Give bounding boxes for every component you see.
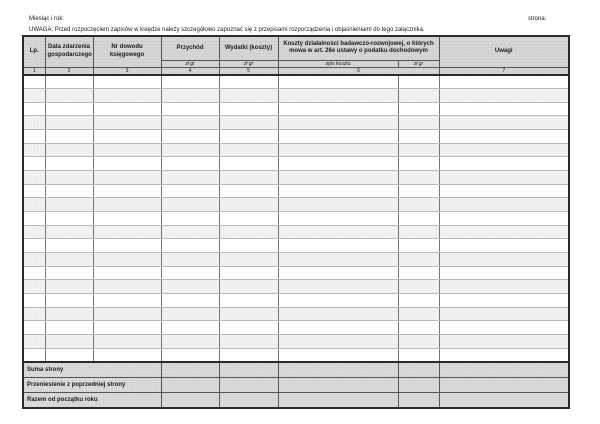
empty-cell-lp	[23, 143, 45, 157]
empty-cell-date	[45, 102, 93, 116]
empty-cell-income	[161, 253, 219, 267]
empty-cell-doc-no	[93, 102, 161, 116]
empty-cell-rd-cost-desc	[278, 89, 398, 103]
empty-cell-rd-amount	[398, 130, 439, 144]
subheader-rd-currency: zł gr	[398, 60, 439, 67]
empty-cell-lp	[23, 116, 45, 130]
notice-text: UWAGA: Przed rozpoczęciem zapisów w księdze należy szczegółowo zapoznać się z przepisami rozporządzenia i objaśnieniami do tego załącznika.	[29, 27, 425, 33]
empty-cell-date	[45, 294, 93, 308]
empty-cell-doc-no	[93, 130, 161, 144]
empty-cell-doc-no	[93, 75, 161, 89]
empty-cell-doc-no	[93, 143, 161, 157]
empty-cell-doc-no	[93, 266, 161, 280]
empty-cell-doc-no	[93, 225, 161, 239]
empty-cell-lp	[23, 239, 45, 253]
empty-cell-remarks	[439, 157, 569, 171]
empty-cell-remarks	[439, 184, 569, 198]
column-number-6: 6	[278, 67, 439, 75]
empty-cell-rd-amount	[398, 266, 439, 280]
empty-cell-expenses	[219, 171, 278, 185]
summary-cell-remarks	[439, 392, 569, 407]
empty-cell-expenses	[219, 266, 278, 280]
empty-cell-remarks	[439, 307, 569, 321]
empty-cell-remarks	[439, 75, 569, 89]
empty-cell-income	[161, 198, 219, 212]
empty-cell-rd-cost-desc	[278, 280, 398, 294]
empty-cell-doc-no	[93, 89, 161, 103]
empty-cell-rd-amount	[398, 184, 439, 198]
empty-cell-date	[45, 348, 93, 362]
empty-cell-date	[45, 130, 93, 144]
empty-cell-income	[161, 130, 219, 144]
empty-cell-income	[161, 266, 219, 280]
summary-cell-remarks	[439, 377, 569, 392]
empty-cell-rd-amount	[398, 89, 439, 103]
empty-cell-rd-amount	[398, 348, 439, 362]
empty-cell-rd-amount	[398, 157, 439, 171]
column-number-7: 7	[439, 67, 569, 75]
empty-cell-date	[45, 307, 93, 321]
empty-ledger-row	[23, 334, 569, 348]
empty-cell-income	[161, 116, 219, 130]
empty-ledger-row	[23, 89, 569, 103]
empty-ledger-row	[23, 171, 569, 185]
empty-cell-lp	[23, 280, 45, 294]
empty-cell-date	[45, 334, 93, 348]
summary-cell-rd-cost-desc	[278, 377, 398, 392]
empty-cell-lp	[23, 307, 45, 321]
header-numbers-row	[23, 67, 569, 75]
empty-cell-date	[45, 157, 93, 171]
empty-cell-expenses	[219, 307, 278, 321]
summary-cell-rd-amount	[398, 392, 439, 407]
col-header-expenses: Wydatki (koszty)	[219, 36, 278, 60]
empty-cell-remarks	[439, 102, 569, 116]
empty-cell-rd-cost-desc	[278, 212, 398, 226]
empty-cell-rd-amount	[398, 143, 439, 157]
empty-cell-expenses	[219, 143, 278, 157]
empty-cell-lp	[23, 334, 45, 348]
empty-cell-rd-amount	[398, 75, 439, 89]
empty-cell-date	[45, 253, 93, 267]
empty-cell-doc-no	[93, 212, 161, 226]
empty-cell-rd-amount	[398, 102, 439, 116]
empty-cell-doc-no	[93, 348, 161, 362]
empty-cell-date	[45, 280, 93, 294]
empty-cell-expenses	[219, 157, 278, 171]
empty-cell-doc-no	[93, 307, 161, 321]
summary-cell-income	[161, 362, 219, 377]
empty-cell-date	[45, 116, 93, 130]
col-header-rd-costs: Koszty działalności badawczo-rozwojowej, o których mowa w art. 26e ustawy o podatku dochodowym	[278, 36, 439, 60]
empty-cell-date	[45, 89, 93, 103]
summary-row-carryover	[23, 377, 569, 392]
empty-cell-lp	[23, 212, 45, 226]
empty-cell-expenses	[219, 225, 278, 239]
empty-cell-rd-cost-desc	[278, 171, 398, 185]
empty-cell-lp	[23, 157, 45, 171]
empty-cell-expenses	[219, 253, 278, 267]
summary-row-year-total	[23, 392, 569, 407]
empty-cell-expenses	[219, 294, 278, 308]
summary-cell-remarks	[439, 362, 569, 377]
empty-cell-lp	[23, 348, 45, 362]
empty-cell-income	[161, 321, 219, 335]
empty-cell-expenses	[219, 89, 278, 103]
empty-cell-doc-no	[93, 198, 161, 212]
empty-cell-date	[45, 143, 93, 157]
empty-ledger-row	[23, 253, 569, 267]
empty-cell-remarks	[439, 253, 569, 267]
summary-cell-expenses	[219, 362, 278, 377]
empty-cell-income	[161, 294, 219, 308]
empty-cell-date	[45, 212, 93, 226]
empty-cell-date	[45, 198, 93, 212]
empty-cell-rd-amount	[398, 334, 439, 348]
summary-label-page-sum: Suma strony	[23, 362, 161, 377]
empty-cell-lp	[23, 198, 45, 212]
empty-cell-rd-cost-desc	[278, 239, 398, 253]
empty-ledger-row	[23, 102, 569, 116]
empty-ledger-row	[23, 212, 569, 226]
empty-cell-doc-no	[93, 334, 161, 348]
empty-ledger-row	[23, 143, 569, 157]
empty-cell-rd-amount	[398, 294, 439, 308]
empty-cell-lp	[23, 321, 45, 335]
empty-cell-remarks	[439, 212, 569, 226]
col-header-income: Przychód	[161, 36, 219, 60]
empty-cell-remarks	[439, 171, 569, 185]
col-header-lp: Lp.	[23, 36, 45, 67]
empty-cell-rd-cost-desc	[278, 266, 398, 280]
empty-cell-remarks	[439, 198, 569, 212]
empty-cell-income	[161, 102, 219, 116]
empty-cell-remarks	[439, 239, 569, 253]
empty-cell-rd-cost-desc	[278, 321, 398, 335]
empty-ledger-row	[23, 307, 569, 321]
empty-cell-expenses	[219, 334, 278, 348]
empty-cell-income	[161, 307, 219, 321]
empty-cell-rd-amount	[398, 212, 439, 226]
empty-cell-expenses	[219, 198, 278, 212]
empty-cell-expenses	[219, 280, 278, 294]
empty-cell-doc-no	[93, 294, 161, 308]
summary-label-year-total: Razem od początku roku	[23, 392, 161, 407]
empty-cell-lp	[23, 294, 45, 308]
empty-ledger-row	[23, 294, 569, 308]
empty-cell-doc-no	[93, 239, 161, 253]
empty-ledger-row	[23, 157, 569, 171]
page-number-label: strona:	[528, 16, 547, 22]
empty-cell-rd-cost-desc	[278, 225, 398, 239]
empty-cell-lp	[23, 266, 45, 280]
empty-cell-income	[161, 348, 219, 362]
empty-cell-date	[45, 225, 93, 239]
empty-cell-expenses	[219, 321, 278, 335]
empty-cell-remarks	[439, 266, 569, 280]
empty-cell-rd-cost-desc	[278, 348, 398, 362]
empty-cell-doc-no	[93, 321, 161, 335]
summary-row-page-sum	[23, 362, 569, 377]
empty-cell-remarks	[439, 348, 569, 362]
empty-cell-remarks	[439, 334, 569, 348]
month-year-label: Miesiąc i rok:	[29, 16, 65, 22]
empty-cell-expenses	[219, 116, 278, 130]
empty-cell-rd-amount	[398, 171, 439, 185]
empty-cell-income	[161, 75, 219, 89]
empty-cell-rd-cost-desc	[278, 294, 398, 308]
empty-cell-income	[161, 239, 219, 253]
empty-cell-expenses	[219, 130, 278, 144]
empty-cell-remarks	[439, 130, 569, 144]
empty-cell-date	[45, 75, 93, 89]
empty-cell-income	[161, 171, 219, 185]
summary-cell-rd-amount	[398, 377, 439, 392]
subheader-expenses-currency: zł gr	[219, 60, 278, 67]
empty-cell-doc-no	[93, 253, 161, 267]
empty-cell-lp	[23, 253, 45, 267]
empty-ledger-row	[23, 239, 569, 253]
empty-cell-date	[45, 239, 93, 253]
empty-cell-rd-cost-desc	[278, 102, 398, 116]
empty-cell-remarks	[439, 89, 569, 103]
column-number-5: 5	[219, 67, 278, 75]
empty-cell-rd-cost-desc	[278, 116, 398, 130]
empty-cell-doc-no	[93, 157, 161, 171]
ledger-table	[22, 35, 570, 409]
empty-cell-income	[161, 280, 219, 294]
empty-cell-lp	[23, 89, 45, 103]
empty-cell-remarks	[439, 280, 569, 294]
empty-cell-lp	[23, 171, 45, 185]
summary-label-carryover: Przeniesienie z poprzedniej strony	[23, 377, 161, 392]
empty-ledger-row	[23, 116, 569, 130]
empty-cell-rd-amount	[398, 116, 439, 130]
empty-ledger-row	[23, 266, 569, 280]
empty-cell-expenses	[219, 239, 278, 253]
col-header-doc-no: Nr dowodu księgowego	[93, 36, 161, 67]
empty-cell-income	[161, 89, 219, 103]
empty-ledger-row	[23, 348, 569, 362]
col-header-date: Data zdarzenia gospodarczego	[45, 36, 93, 67]
empty-cell-doc-no	[93, 171, 161, 185]
empty-ledger-row	[23, 184, 569, 198]
empty-cell-rd-cost-desc	[278, 143, 398, 157]
empty-ledger-row	[23, 321, 569, 335]
empty-ledger-row	[23, 75, 569, 89]
empty-cell-expenses	[219, 184, 278, 198]
empty-cell-rd-amount	[398, 239, 439, 253]
empty-cell-lp	[23, 130, 45, 144]
empty-cell-rd-amount	[398, 280, 439, 294]
column-number-3: 3	[93, 67, 161, 75]
empty-cell-doc-no	[93, 116, 161, 130]
empty-ledger-row	[23, 130, 569, 144]
empty-cell-income	[161, 157, 219, 171]
empty-cell-lp	[23, 75, 45, 89]
empty-cell-remarks	[439, 321, 569, 335]
summary-cell-rd-amount	[398, 362, 439, 377]
empty-cell-rd-amount	[398, 198, 439, 212]
empty-cell-rd-cost-desc	[278, 130, 398, 144]
summary-cell-rd-cost-desc	[278, 362, 398, 377]
header-main-row	[23, 36, 569, 60]
empty-cell-rd-cost-desc	[278, 184, 398, 198]
empty-ledger-row	[23, 280, 569, 294]
table-header	[23, 36, 569, 75]
empty-cell-rd-amount	[398, 253, 439, 267]
empty-cell-remarks	[439, 225, 569, 239]
empty-cell-doc-no	[93, 280, 161, 294]
col-header-remarks: Uwagi	[439, 36, 569, 67]
empty-cell-rd-amount	[398, 307, 439, 321]
summary-cell-expenses	[219, 377, 278, 392]
table-body	[23, 75, 569, 362]
empty-cell-expenses	[219, 75, 278, 89]
subheader-rd-cost-desc: opis kosztu	[278, 60, 398, 67]
subheader-income-currency: zł gr	[161, 60, 219, 67]
empty-cell-rd-cost-desc	[278, 198, 398, 212]
empty-cell-date	[45, 184, 93, 198]
empty-ledger-row	[23, 225, 569, 239]
empty-cell-remarks	[439, 116, 569, 130]
empty-cell-rd-amount	[398, 225, 439, 239]
empty-cell-income	[161, 334, 219, 348]
empty-cell-date	[45, 171, 93, 185]
empty-cell-income	[161, 212, 219, 226]
table-summary	[23, 362, 569, 408]
empty-cell-expenses	[219, 212, 278, 226]
empty-cell-rd-cost-desc	[278, 334, 398, 348]
empty-cell-rd-cost-desc	[278, 75, 398, 89]
summary-cell-rd-cost-desc	[278, 392, 398, 407]
empty-cell-rd-cost-desc	[278, 157, 398, 171]
column-number-4: 4	[161, 67, 219, 75]
empty-cell-rd-cost-desc	[278, 253, 398, 267]
empty-ledger-row	[23, 198, 569, 212]
column-number-2: 2	[45, 67, 93, 75]
empty-cell-doc-no	[93, 184, 161, 198]
summary-cell-income	[161, 377, 219, 392]
empty-cell-date	[45, 321, 93, 335]
empty-cell-income	[161, 225, 219, 239]
empty-cell-lp	[23, 184, 45, 198]
empty-cell-expenses	[219, 348, 278, 362]
empty-cell-lp	[23, 102, 45, 116]
empty-cell-income	[161, 143, 219, 157]
empty-cell-lp	[23, 225, 45, 239]
column-number-1: 1	[23, 67, 45, 75]
empty-cell-income	[161, 184, 219, 198]
summary-cell-expenses	[219, 392, 278, 407]
empty-cell-rd-amount	[398, 321, 439, 335]
empty-cell-remarks	[439, 143, 569, 157]
empty-cell-expenses	[219, 102, 278, 116]
empty-cell-rd-cost-desc	[278, 307, 398, 321]
empty-cell-remarks	[439, 294, 569, 308]
summary-cell-income	[161, 392, 219, 407]
empty-cell-date	[45, 266, 93, 280]
